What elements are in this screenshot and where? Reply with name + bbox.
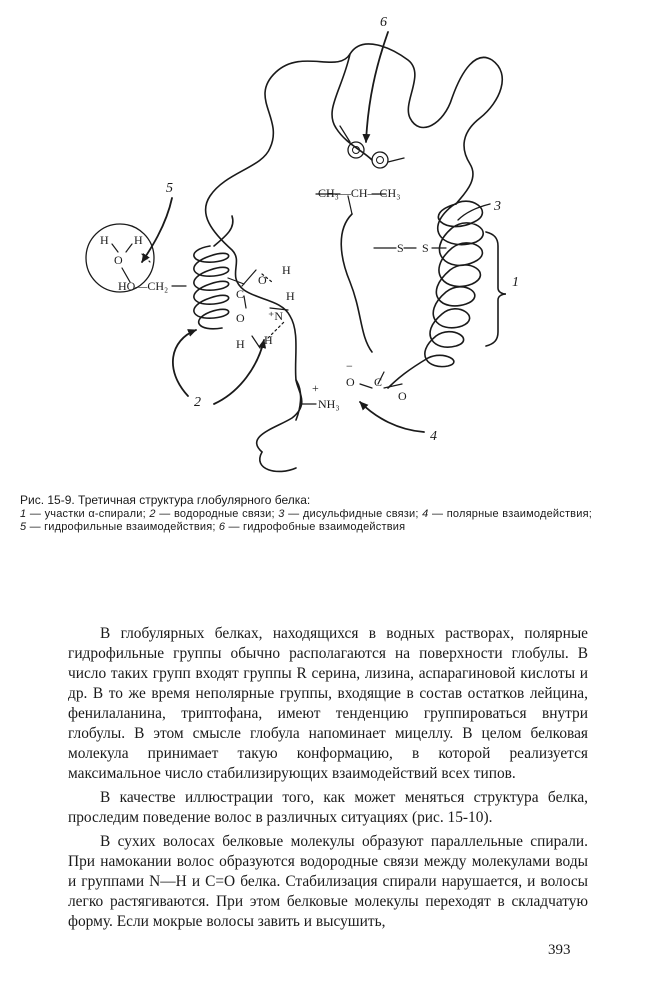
- marker-3: 3: [494, 199, 501, 214]
- backbone-chain-tail: [260, 452, 296, 471]
- amine-h3: H: [264, 333, 273, 347]
- paragraph-2: В качестве иллюстрации того, как может меняться структура белка, проследим поведение волос в различных ситуациях (рис. 15-10).: [68, 789, 588, 826]
- carboxylate-o-minus: O: [346, 375, 355, 389]
- water-o: O: [114, 253, 123, 267]
- water-h-left: H: [100, 233, 109, 247]
- legend-text-4: полярные взаимодействия;: [446, 508, 592, 520]
- caption-legend: 1 — участки α-спирали; 2 — водородные связи; 3 — дисульфидные связи; 4 — полярные взаимодействия; 5 — гидрофильные взаимодействия; 6 — гидрофобные взаимодействия: [20, 508, 592, 533]
- alpha-helix-right: [388, 201, 483, 388]
- isobutyl-label: CH₃—CH—CH₃: [318, 186, 401, 200]
- arrow-3: [458, 204, 490, 220]
- legend-num-5: 5: [20, 521, 27, 533]
- backbone-chain-middle: [341, 214, 372, 352]
- marker-6: 6: [380, 15, 387, 30]
- page-number: 393: [548, 942, 571, 958]
- carboxylate-c: C: [374, 375, 383, 389]
- benzene-ring-1: [348, 142, 364, 158]
- body-text: [68, 624, 588, 932]
- backbone-chain-top-loop: [332, 54, 372, 160]
- amine-h2: H: [286, 289, 295, 303]
- plus-sign: +: [312, 381, 319, 395]
- disulfide-s2: S: [422, 241, 429, 255]
- marker-2: 2: [194, 395, 201, 410]
- legend-text-5: гидрофильные взаимодействия;: [44, 521, 216, 533]
- minus-sign: −: [346, 359, 353, 373]
- legend-num-6: 6: [218, 521, 226, 533]
- legend-num-1: 1: [20, 508, 27, 520]
- arrow-6: [366, 32, 388, 142]
- paragraph-1: В глобулярных белках, находящихся в водных растворах, полярные гидрофильные группы обычно располагаются на поверхности глобулы. В число таких групп входят группы R серина, лизина, аспарагиновой кислоты и др. В то же время неполярные группы, входящие в состав остатков лейцина, фенилаланина, триптофана, имеют тенденцию группироваться внутри глобулы. В этом смысле глобула напоминает мицеллу. В целом белковая молекула принимает такую конформацию, в которой реализуется максимальное число стабилизирующих взаимодействий всех типов.: [68, 625, 588, 782]
- marker-5: 5: [166, 181, 173, 196]
- arrow-4: [360, 402, 424, 432]
- figure-caption: [20, 494, 592, 534]
- legend-num-3: 3: [278, 508, 285, 520]
- legend-num-4: 4: [422, 508, 429, 520]
- carboxyl-h: H: [236, 337, 245, 351]
- benzene-ring-2: [372, 152, 388, 168]
- legend-text-2: водородные связи;: [173, 508, 275, 520]
- water-h-right: H: [134, 233, 143, 247]
- protein-tertiary-structure-figure: [0, 0, 665, 480]
- legend-text-3: дисульфидные связи;: [302, 508, 419, 520]
- marker-1: 1: [512, 275, 519, 290]
- legend-num-2: 2: [149, 508, 156, 520]
- amine-n: ⁺N: [268, 309, 283, 323]
- carboxyl-c: C: [236, 287, 245, 301]
- paragraph-3: В сухих волосах белковые молекулы образуют параллельные спирали. При намокании волос образуются водородные связи между молекулами воды и группами N—H и C=O белка. Стабилизация спирали нарушается, и волосы легко растягиваются. При этом белковые молекулы переходят в складчатую форму. Если мокрые волосы завить и высушить,: [68, 833, 588, 930]
- alpha-helix-left: [194, 246, 229, 329]
- backbone-chain-top: [206, 44, 503, 452]
- carboxyl-o-top: O: [258, 273, 267, 287]
- hydroxyl-label: HO—CH₂: [118, 279, 169, 293]
- marker-4: 4: [430, 429, 437, 444]
- legend-text-6: гидрофобные взаимодействия: [242, 521, 406, 533]
- legend-text-1: участки α-спирали;: [44, 508, 146, 520]
- region-1-bracket: [486, 232, 506, 346]
- carboxyl-o-bottom: O: [236, 311, 245, 325]
- amine-h1: H: [282, 263, 291, 277]
- arrow-5: [142, 198, 172, 262]
- carboxylate-o: O: [398, 389, 407, 403]
- nh3-label: NH₃: [318, 397, 340, 411]
- caption-title: Рис. 15-9. Третичная структура глобулярного белка:: [20, 493, 311, 507]
- arrow-2a: [173, 330, 196, 396]
- disulfide-s1: S: [397, 241, 404, 255]
